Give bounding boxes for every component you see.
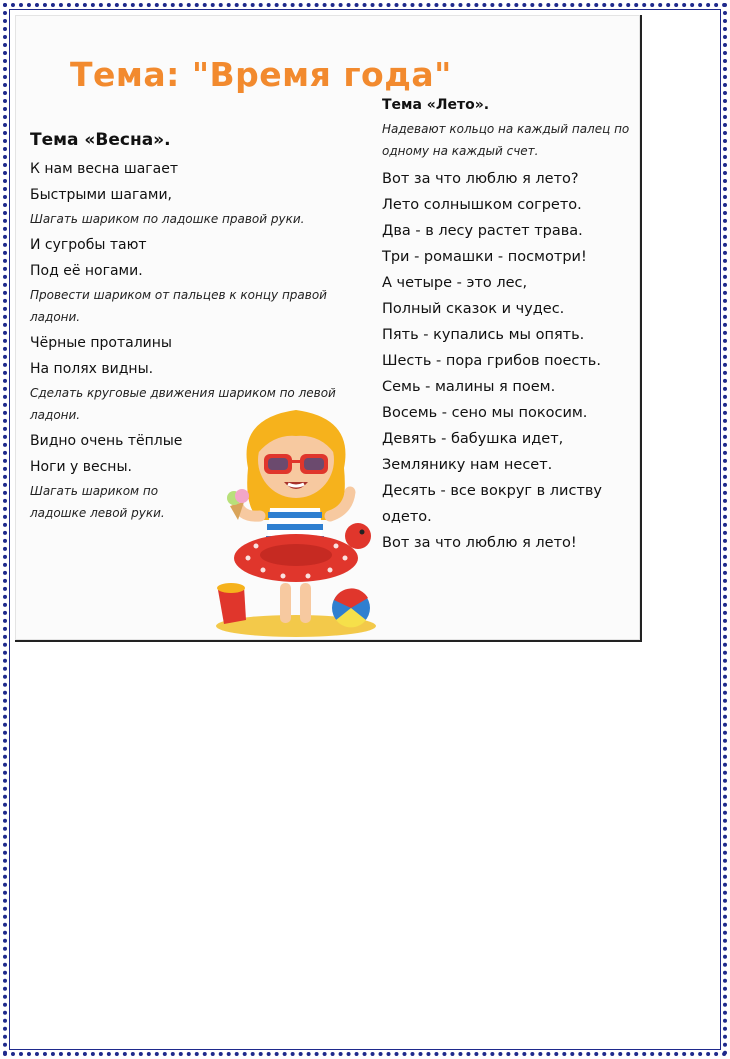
poem-line: Три - ромашки - посмотри! xyxy=(382,249,587,265)
poem-line: Пять - купались мы опять. xyxy=(382,327,585,343)
instruction-note: Провести шариком от пальцев к концу правой ладони. xyxy=(30,288,327,324)
spring-heading: Тема «Весна». xyxy=(30,130,171,150)
poem-line: Быстрыми шагами, xyxy=(30,187,172,203)
poem-line: Десять - все вокруг в листву одето. xyxy=(382,483,603,525)
poem-line: Шесть - пора грибов поесть. xyxy=(382,353,601,369)
poem-line: К нам весна шагает xyxy=(30,161,178,177)
poem-line: Видно очень тёплые xyxy=(30,433,183,449)
summer-heading: Тема «Лето». xyxy=(382,97,490,113)
poem-line: Восемь - сено мы покосим. xyxy=(382,405,588,421)
instruction-note: Сделать круговые движения шариком по левой ладони. xyxy=(30,386,336,422)
page-title: Тема: "Время года" xyxy=(70,55,452,94)
poem-line: А четыре - это лес, xyxy=(382,275,528,291)
poem-line: Девять - бабушка идет, xyxy=(382,431,564,447)
instruction-note: Шагать шариком по ладошке левой руки. xyxy=(30,484,165,520)
poem-line: Чёрные проталины xyxy=(30,335,172,351)
worksheet-card xyxy=(15,15,642,642)
instruction-note: Надевают кольцо на каждый палец по одному на каждый счет. xyxy=(382,122,630,158)
girl-with-swim-ring-icon xyxy=(208,398,383,638)
poem-line: Под её ногами. xyxy=(30,263,143,279)
poem-line: Землянику нам несет. xyxy=(382,457,553,473)
poem-line: Вот за что люблю я лето! xyxy=(382,535,577,551)
instruction-note: Шагать шариком по ладошке правой руки. xyxy=(30,212,305,226)
poem-line: И сугробы тают xyxy=(30,237,147,253)
poem-line: На полях видны. xyxy=(30,361,154,377)
summer-column xyxy=(382,97,637,556)
poem-line: Лето солнышком согрето. xyxy=(382,197,582,213)
poem-line: Семь - малины я поем. xyxy=(382,379,556,395)
poem-line: Два - в лесу растет трава. xyxy=(382,223,583,239)
poem-line: Полный сказок и чудес. xyxy=(382,301,565,317)
poem-line: Ноги у весны. xyxy=(30,459,132,475)
poem-line: Вот за что люблю я лето? xyxy=(382,171,579,187)
